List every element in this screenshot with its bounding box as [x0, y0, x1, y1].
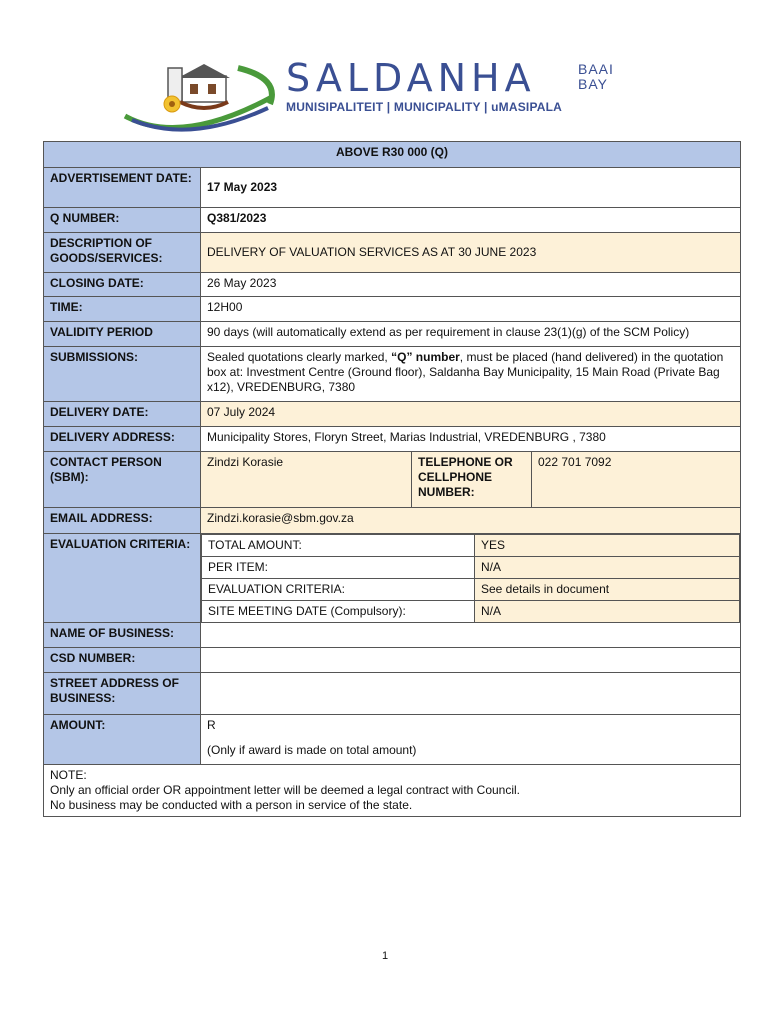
- submissions-post: , must be placed (hand delivered) in the quotation box at: Investment Centre (Ground floor), Saldanha Bay Municipality, 15 Main Road (Private Bag x12), VREDENBURG, 7380: [207, 350, 724, 394]
- amount-label: AMOUNT:: [44, 715, 201, 765]
- note-line-2: No business may be conducted with a person in service of the state.: [50, 798, 413, 812]
- advertisement-date-value: 17 May 2023: [201, 168, 741, 208]
- evaluation-value: YES: [475, 535, 740, 557]
- evaluation-value: N/A: [475, 557, 740, 579]
- delivery-date-value: 07 July 2024: [201, 402, 741, 427]
- evaluation-value: See details in document: [475, 579, 740, 601]
- telephone-label: TELEPHONE OR CELLPHONE NUMBER:: [412, 452, 532, 508]
- q-number-label: Q NUMBER:: [44, 208, 201, 233]
- note-title: NOTE:: [50, 768, 87, 782]
- street-address-label: STREET ADDRESS OF BUSINESS:: [44, 673, 201, 715]
- business-name-field[interactable]: [201, 623, 741, 648]
- delivery-address-value: Municipality Stores, Floryn Street, Marias Industrial, VREDENBURG , 7380: [201, 427, 741, 452]
- amount-value: R: [207, 718, 216, 732]
- amount-note: (Only if award is made on total amount): [207, 743, 417, 757]
- submissions-pre: Sealed quotations clearly marked,: [207, 350, 392, 364]
- closing-date-label: CLOSING DATE:: [44, 273, 201, 297]
- validity-label: VALIDITY PERIOD: [44, 322, 201, 347]
- quotation-form-table: [43, 141, 741, 817]
- logo-emblem-icon: [120, 58, 290, 138]
- note-cell: [44, 765, 741, 817]
- logo-baai: BAAI: [578, 61, 614, 77]
- evaluation-criteria-table: [201, 534, 740, 622]
- delivery-date-label: DELIVERY DATE:: [44, 402, 201, 427]
- evaluation-row: [202, 579, 740, 601]
- contact-person-label: CONTACT PERSON (SBM):: [44, 452, 201, 508]
- evaluation-value: N/A: [475, 601, 740, 623]
- submissions-bold: “Q” number: [391, 350, 460, 364]
- csd-number-field[interactable]: [201, 648, 741, 673]
- contact-person-value: Zindzi Korasie: [201, 452, 412, 508]
- telephone-value: 022 701 7092: [532, 452, 741, 508]
- evaluation-criteria-cell: [201, 534, 741, 623]
- form-header: ABOVE R30 000 (Q): [44, 142, 741, 168]
- email-label: EMAIL ADDRESS:: [44, 508, 201, 534]
- logo-baai-bay: [578, 62, 614, 92]
- business-name-label: NAME OF BUSINESS:: [44, 623, 201, 648]
- submissions-value: [201, 347, 741, 402]
- municipality-logo: [120, 58, 640, 138]
- delivery-address-label: DELIVERY ADDRESS:: [44, 427, 201, 452]
- street-address-field[interactable]: [201, 673, 741, 715]
- evaluation-row: [202, 557, 740, 579]
- page-number: 1: [381, 950, 389, 962]
- submissions-label: SUBMISSIONS:: [44, 347, 201, 402]
- validity-value: 90 days (will automatically extend as per requirement in clause 23(1)(g) of the SCM Policy): [201, 322, 741, 347]
- csd-number-label: CSD NUMBER:: [44, 648, 201, 673]
- evaluation-row: [202, 601, 740, 623]
- evaluation-row: [202, 535, 740, 557]
- evaluation-key: SITE MEETING DATE (Compulsory):: [202, 601, 475, 623]
- logo-subtitle: MUNISIPALITEIT | MUNICIPALITY | uMASIPALA: [286, 100, 563, 114]
- evaluation-key: TOTAL AMOUNT:: [202, 535, 475, 557]
- description-label: DESCRIPTION OF GOODS/SERVICES:: [44, 233, 201, 273]
- logo-name: SALDANHA: [286, 56, 536, 100]
- evaluation-key: PER ITEM:: [202, 557, 475, 579]
- time-label: TIME:: [44, 297, 201, 322]
- evaluation-label: EVALUATION CRITERIA:: [44, 534, 201, 623]
- email-value: Zindzi.korasie@sbm.gov.za: [201, 508, 741, 534]
- logo-bay: BAY: [578, 76, 608, 92]
- q-number-value: Q381/2023: [201, 208, 741, 233]
- note-line-1: Only an official order OR appointment letter will be deemed a legal contract with Council.: [50, 783, 521, 797]
- advertisement-date-label: ADVERTISEMENT DATE:: [44, 168, 201, 208]
- evaluation-key: EVALUATION CRITERIA:: [202, 579, 475, 601]
- time-value: 12H00: [201, 297, 741, 322]
- amount-field[interactable]: [201, 715, 741, 765]
- closing-date-value: 26 May 2023: [201, 273, 741, 297]
- description-value: DELIVERY OF VALUATION SERVICES AS AT 30 JUNE 2023: [201, 233, 741, 273]
